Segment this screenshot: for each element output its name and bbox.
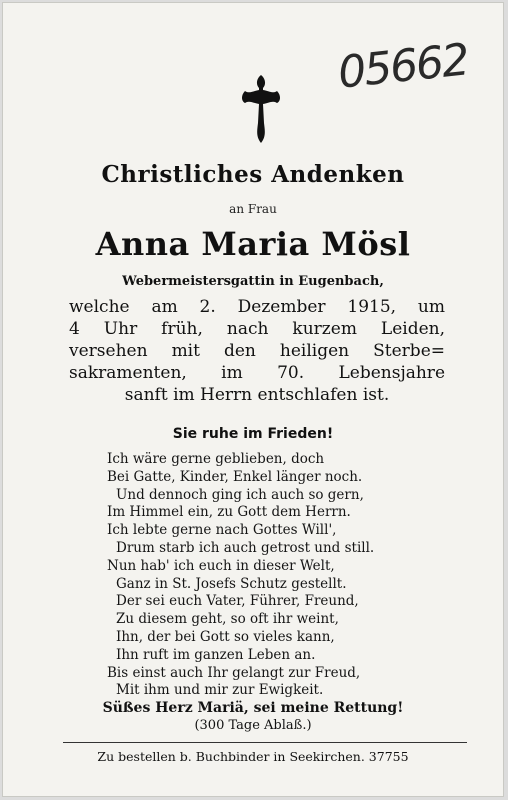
- poem-line: Drum starb ich auch getrost und still.: [116, 539, 375, 556]
- poem: [107, 451, 374, 700]
- poem-line: Ich wäre gerne geblieben, doch: [107, 451, 325, 467]
- deceased-name: Anna Maria Mösl: [95, 225, 411, 263]
- poem-line: Mit ihm und mir zur Ewigkeit.: [116, 682, 324, 699]
- poem-line: Ganz in St. Josefs Schutz gestellt.: [116, 575, 347, 592]
- poem-line: Ich lebte gerne nach Gottes Will',: [107, 522, 337, 539]
- poem-line: Zu diesem geht, so oft ihr weint,: [116, 611, 339, 628]
- indulgence-note: (300 Tage Ablaß.): [194, 718, 312, 733]
- poem-line: Ihn ruft im ganzen Leben an.: [116, 646, 316, 663]
- death-notice-line: sanft im Herrn entschlafen ist.: [124, 385, 390, 405]
- poem-line: Ihn, der bei Gott so vieles kann,: [116, 628, 335, 645]
- card-heading: Christliches Andenken: [101, 161, 405, 188]
- deceased-role: Webermeistersgattin in Eugenbach,: [122, 274, 384, 289]
- death-notice: [69, 296, 445, 406]
- death-notice-line: 4 Uhr früh, nach kurzem Leiden,: [69, 319, 445, 339]
- poem-line: Und dennoch ging ich auch so gern,: [116, 486, 364, 503]
- dedication-line: an Frau: [229, 202, 277, 216]
- poem-line: Nun hab' ich euch in dieser Welt,: [107, 557, 335, 574]
- poem-line: Im Himmel ein, zu Gott dem Herrn.: [107, 504, 351, 521]
- death-notice-line: sakramenten, im 70. Lebensjahre: [69, 363, 445, 383]
- poem-line: Bis einst auch Ihr gelangt zur Freud,: [107, 664, 361, 681]
- divider: [63, 742, 467, 743]
- publisher-line: Zu bestellen b. Buchbinder in Seekirchen. 37755: [97, 749, 409, 764]
- poem-line: Bei Gatte, Kinder, Enkel länger noch.: [107, 468, 363, 485]
- death-notice-line: versehen mit den heiligen Sterbe=: [69, 341, 445, 361]
- rest-in-peace: Sie ruhe im Frieden!: [172, 426, 334, 442]
- prayer-line: Süßes Herz Mariä, sei meine Rettung!: [102, 700, 404, 716]
- death-notice-line: welche am 2. Dezember 1915, um: [69, 297, 445, 317]
- cross-icon: [241, 73, 281, 145]
- archive-number: 05662: [335, 34, 471, 99]
- memorial-card: [2, 2, 504, 797]
- poem-line: Der sei euch Vater, Führer, Freund,: [116, 593, 359, 610]
